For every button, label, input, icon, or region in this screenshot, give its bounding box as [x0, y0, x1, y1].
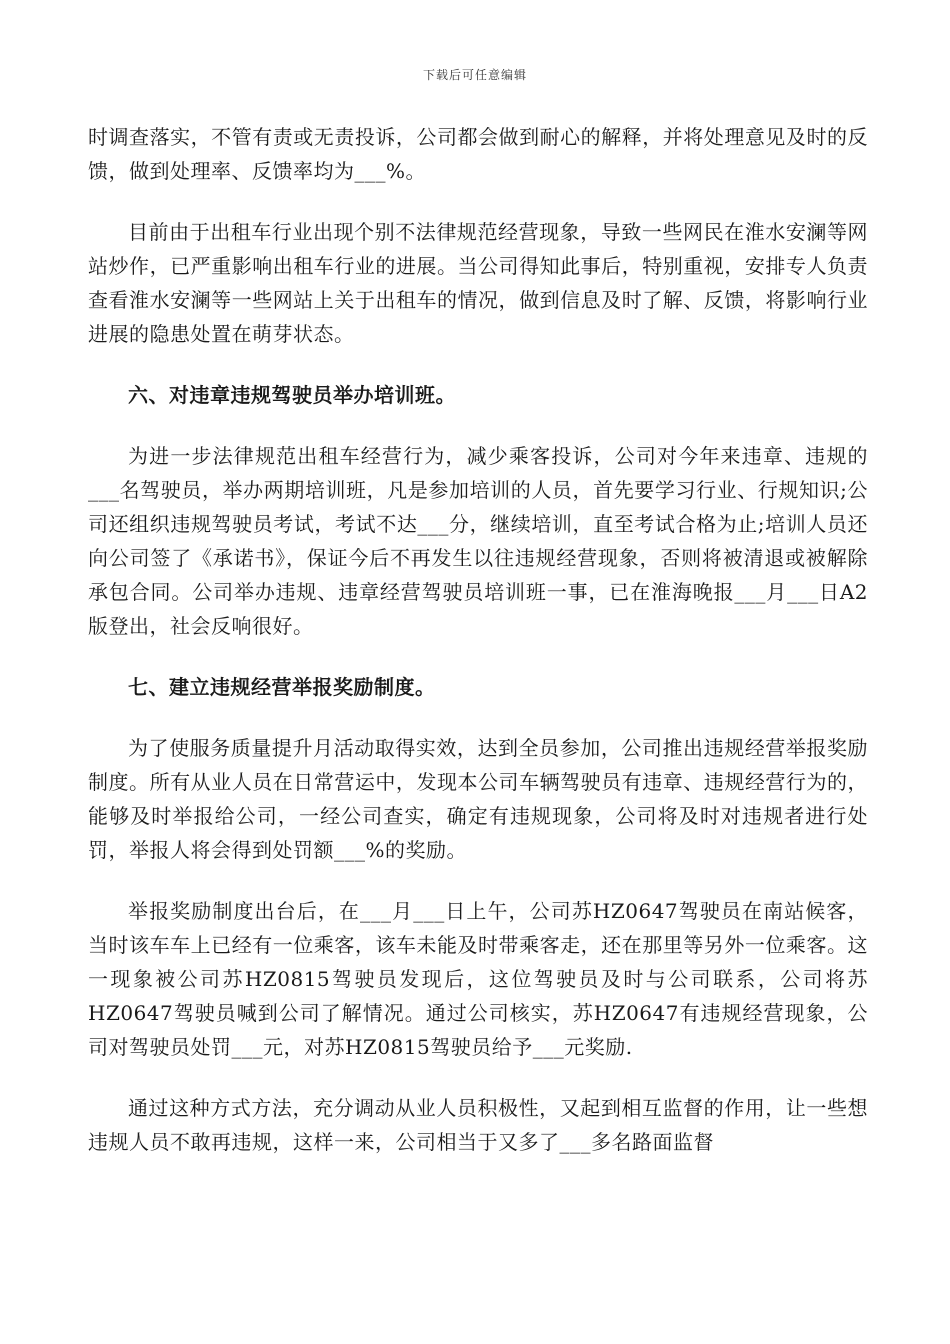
paragraph-training: 为进一步法律规范出租车经营行为，减少乘客投诉，公司对今年来违章、违规的___名驾驶员，举办两期培训班，凡是参加培训的人员，首先要学习行业、行规知识;公司还组织违规驾驶员考试，考试不达___分，继续培训，直至考试合格为止;培训人员还向公司签了《承诺书》，保证今后不再发生以往违规经营现象，否则将被清退或被解除承包合同。公司举办违规、违章经营驾驶员培训班一事，已在淮海晚报___月___日A2版登出，社会反响很好。 [88, 444, 868, 638]
paragraph-reward-case: 举报奖励制度出台后，在___月___日上午，公司苏HZ0647驾驶员在南站候客，当时该车车上已经有一位乘客，该车未能及时带乘客走，还在那里等另外一位乘客。这一现象被公司苏HZ0815驾驶员发现后，这位驾驶员及时与公司联系，公司将苏HZ0647驾驶员喊到公司了解情况。通过公司核实，苏HZ0647有违规经营现象，公司对驾驶员处罚___元，对苏HZ0815驾驶员给予___元奖励. [88, 899, 868, 1059]
paragraph-reward-system: 为了使服务质量提升月活动取得实效，达到全员参加，公司推出违规经营举报奖励制度。所有从业人员在日常营运中，发现本公司车辆驾驶员有违章、违规经营行为的，能够及时举报给公司，一经公司查实，确定有违规现象，公司将及时对违规者进行处罚，举报人将会得到处罚额___%的奖励。 [88, 736, 868, 862]
paragraph-online-monitoring: 目前由于出租车行业出现个别不法律规范经营现象，导致一些网民在淮水安澜等网站炒作，已严重影响出租车行业的进展。当公司得知此事后，特别重视，安排专人负责查看淮水安澜等一些网站上关于出租车的情况，做到信息及时了解、反馈，将影响行业进展的隐患处置在萌芽状态。 [88, 220, 868, 346]
document-body [88, 120, 868, 1186]
paragraph-conclusion: 通过这种方式方法，充分调动从业人员积极性，又起到相互监督的作用，让一些想违规人员不敢再违规，这样一来，公司相当于又多了___多名路面监督 [88, 1096, 868, 1154]
paragraph-continued: 时调查落实，不管有责或无责投诉，公司都会做到耐心的解释，并将处理意见及时的反馈，做到处理率、反馈率均为___%。 [88, 125, 868, 183]
section-heading-6: 六、对违章违规驾驶员举办培训班。 [128, 383, 456, 407]
section-heading-7: 七、建立违规经营举报奖励制度。 [128, 675, 436, 699]
page-header-note: 下载后可任意编辑 [422, 68, 527, 82]
